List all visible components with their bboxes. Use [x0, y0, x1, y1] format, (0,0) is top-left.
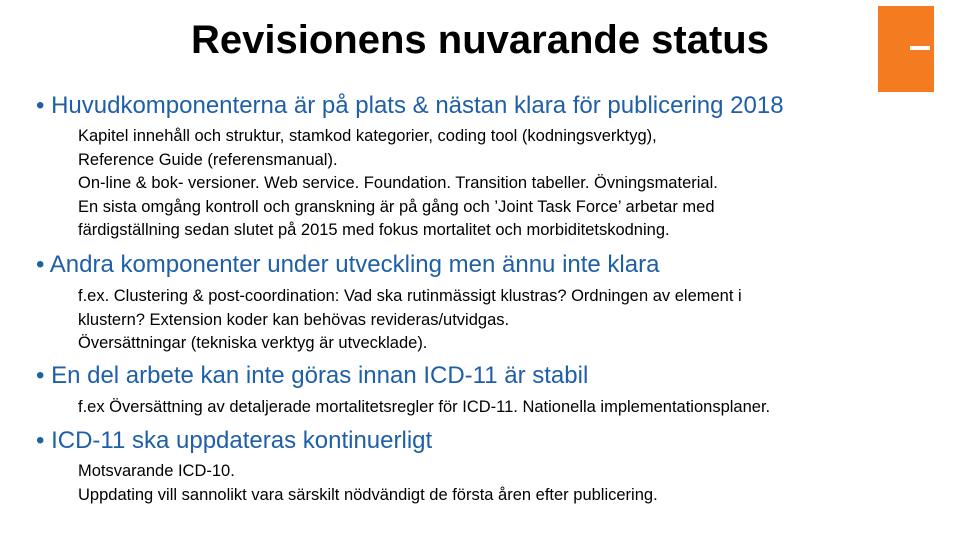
logo-divider — [910, 46, 930, 50]
detail-line: On-line & bok- versioner. Web service. Foundation. Transition tabeller. Övningsmaterial. — [78, 174, 718, 192]
logo-text — [884, 8, 908, 90]
bullet-details-1 — [78, 125, 718, 243]
bullet-heading-text: Andra komponenter under utveckling men ännu inte klara — [49, 251, 660, 278]
bullet-icon: • — [36, 427, 45, 454]
bullet-heading-text: En del arbete kan inte göras innan ICD-11 är stabil — [51, 362, 589, 389]
detail-line: färdigställning sedan slutet på 2015 med fokus mortalitet och morbiditetskodning. — [78, 221, 670, 239]
bullet-details-4 — [78, 460, 658, 507]
detail-line: Kapitel innehåll och struktur, stamkod kategorier, coding tool (kodningsverktyg), — [78, 127, 657, 145]
detail-line: En sista omgång kontroll och granskning är på gång och ’Joint Task Force’ arbetar med — [78, 197, 715, 216]
detail-line: Översättningar (tekniska verktyg är utvecklade). — [78, 334, 428, 352]
bullet-icon: • — [36, 362, 45, 389]
bullet-icon: • — [36, 251, 45, 278]
detail-line: f.ex. Clustering & post-coordination: Vad ska rutinmässigt klustras? Ordningen av element i — [78, 287, 742, 305]
detail-line: klustern? Extension koder kan behövas revideras/utvidgas. — [78, 310, 510, 329]
slide-title: Revisionens nuvarande status — [191, 18, 769, 62]
bullet-heading-4 — [36, 427, 432, 455]
bullet-icon: • — [36, 92, 45, 119]
icd-11-logo — [878, 6, 934, 92]
bullet-heading-text: ICD-11 ska uppdateras kontinuerligt — [51, 427, 433, 454]
detail-line: Motsvarande ICD-10. — [78, 462, 235, 480]
bullet-heading-3 — [36, 362, 588, 390]
bullet-details-2 — [78, 285, 742, 356]
bullet-heading-2 — [36, 251, 659, 279]
bullet-heading-1 — [36, 92, 784, 120]
bullet-details-3 — [78, 396, 770, 420]
bullet-heading-text: Huvudkomponenterna är på plats & nästan klara för publicering 2018 — [51, 92, 784, 119]
detail-line: f.ex Översättning av detaljerade mortalitetsregler för ICD-11. Nationella implementationsplaner. — [78, 398, 771, 416]
detail-line: Reference Guide (referensmanual). — [78, 150, 338, 169]
detail-line: Uppdating vill sannolikt vara särskilt nödvändigt de första åren efter publicering. — [78, 485, 658, 504]
